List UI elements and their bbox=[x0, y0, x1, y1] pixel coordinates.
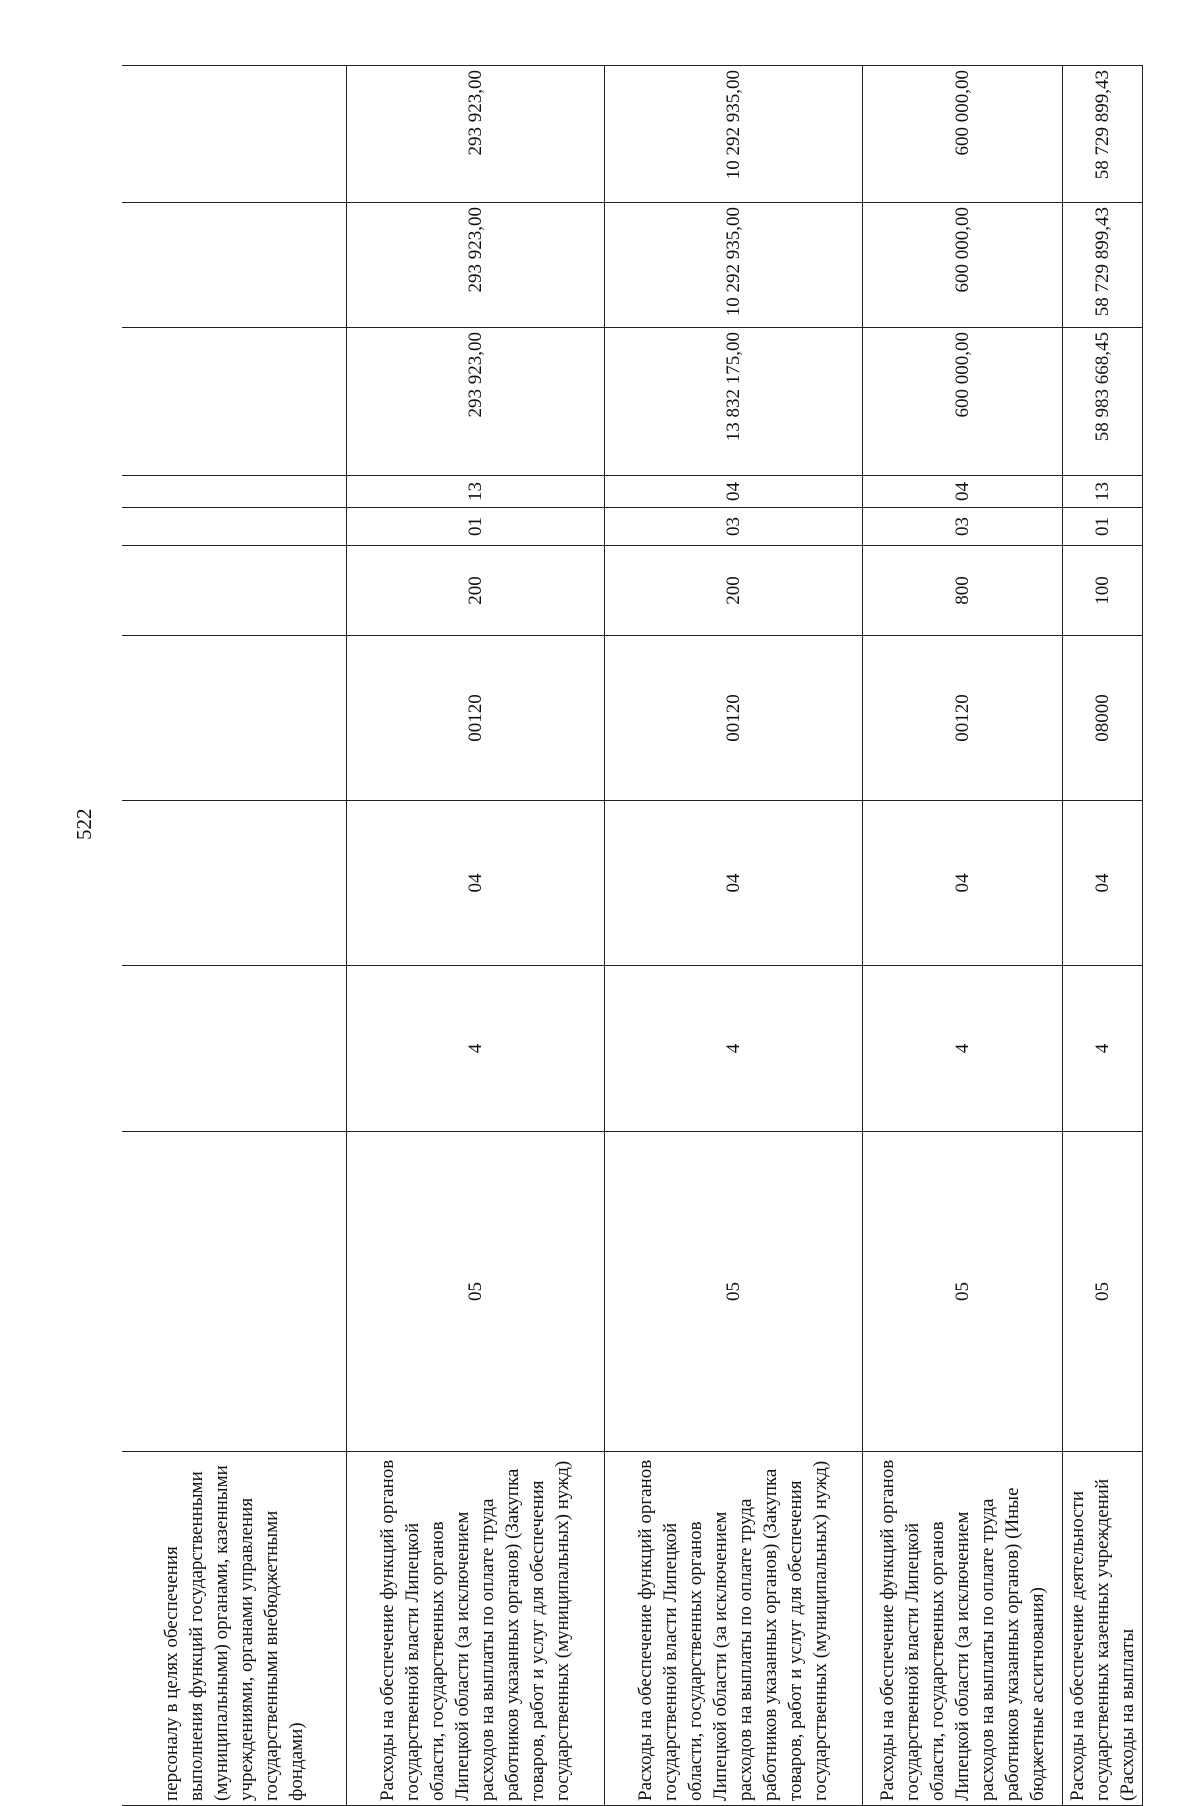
row-description: Расходы на обеспечение деятельности государственных казенных учреждений (Расходы на выплаты bbox=[1062, 1452, 1142, 1806]
cell-code-3 bbox=[122, 801, 346, 966]
cell-amount-3: 600 000,00 bbox=[862, 66, 1062, 203]
cell-code-3: 04 bbox=[604, 801, 862, 966]
cell-code-1: 05 bbox=[1062, 1132, 1142, 1452]
cell-amount-3: 58 729 899,43 bbox=[1062, 66, 1142, 203]
cell-amount-2: 293 923,00 bbox=[346, 203, 604, 328]
cell-amount-1: 13 832 175,00 bbox=[604, 328, 862, 476]
cell-amount-1 bbox=[122, 328, 346, 476]
cell-code-3: 04 bbox=[862, 801, 1062, 966]
cell-code-6: 03 bbox=[604, 508, 862, 546]
cell-amount-2: 58 729 899,43 bbox=[1062, 203, 1142, 328]
cell-code-1: 05 bbox=[604, 1132, 862, 1452]
table-row bbox=[346, 66, 604, 1806]
cell-code-1: 05 bbox=[862, 1132, 1062, 1452]
cell-code-5: 100 bbox=[1062, 546, 1142, 636]
row-description: Расходы на обеспечение функций органов государственной власти Липецкой области, государственных органов Липецкой области (за исключением расходов на выплаты по оплате труда работников указанных органов) (Закупка товаров, работ и услуг для обеспечения государственных (муниципальных) нужд) bbox=[346, 1452, 604, 1806]
cell-code-5: 800 bbox=[862, 546, 1062, 636]
table-row bbox=[604, 66, 862, 1806]
cell-amount-2 bbox=[122, 203, 346, 328]
cell-code-7 bbox=[122, 476, 346, 508]
budget-table-rotated bbox=[122, 66, 1138, 1806]
cell-code-7: 13 bbox=[346, 476, 604, 508]
cell-code-6: 03 bbox=[862, 508, 1062, 546]
cell-code-3: 04 bbox=[346, 801, 604, 966]
cell-amount-2: 10 292 935,00 bbox=[604, 203, 862, 328]
table-row bbox=[122, 66, 346, 1806]
cell-amount-3: 293 923,00 bbox=[346, 66, 604, 203]
cell-code-7: 04 bbox=[604, 476, 862, 508]
cell-code-4: 00120 bbox=[862, 636, 1062, 801]
cell-amount-1: 58 983 668,45 bbox=[1062, 328, 1142, 476]
table-row bbox=[862, 66, 1062, 1806]
cell-code-2: 4 bbox=[346, 966, 604, 1132]
row-description: персоналу в целях обеспечения выполнения функций государственными (муниципальными) органами, казенными учреждениями, органами управления государственными внебюджетными фондами) bbox=[122, 1452, 346, 1806]
cell-code-7: 13 bbox=[1062, 476, 1142, 508]
page-number: 522 bbox=[72, 808, 96, 840]
cell-code-2: 4 bbox=[604, 966, 862, 1132]
cell-code-3: 04 bbox=[1062, 801, 1142, 966]
cell-amount-2: 600 000,00 bbox=[862, 203, 1062, 328]
cell-code-7: 04 bbox=[862, 476, 1062, 508]
cell-code-4: 08000 bbox=[1062, 636, 1142, 801]
cell-code-2: 4 bbox=[1062, 966, 1142, 1132]
cell-code-2: 4 bbox=[862, 966, 1062, 1132]
cell-code-6: 01 bbox=[1062, 508, 1142, 546]
cell-code-5: 200 bbox=[604, 546, 862, 636]
cell-code-5: 200 bbox=[346, 546, 604, 636]
cell-amount-3 bbox=[122, 66, 346, 203]
cell-code-4 bbox=[122, 636, 346, 801]
cell-code-6 bbox=[122, 508, 346, 546]
cell-code-1 bbox=[122, 1132, 346, 1452]
cell-amount-1: 600 000,00 bbox=[862, 328, 1062, 476]
cell-code-4: 00120 bbox=[346, 636, 604, 801]
row-description: Расходы на обеспечение функций органов государственной власти Липецкой области, государственных органов Липецкой области (за исключением расходов на выплаты по оплате труда работников указанных органов) (Закупка товаров, работ и услуг для обеспечения государственных (муниципальных) нужд) bbox=[604, 1452, 862, 1806]
budget-table bbox=[122, 65, 1143, 1806]
cell-amount-1: 293 923,00 bbox=[346, 328, 604, 476]
table-row bbox=[1062, 66, 1142, 1806]
cell-code-5 bbox=[122, 546, 346, 636]
cell-code-6: 01 bbox=[346, 508, 604, 546]
cell-amount-3: 10 292 935,00 bbox=[604, 66, 862, 203]
row-description: Расходы на обеспечение функций органов государственной власти Липецкой области, государственных органов Липецкой области (за исключением расходов на выплаты по оплате труда работников указанных органов) (Иные бюджетные ассигнования) bbox=[862, 1452, 1062, 1806]
cell-code-4: 00120 bbox=[604, 636, 862, 801]
cell-code-1: 05 bbox=[346, 1132, 604, 1452]
cell-code-2 bbox=[122, 966, 346, 1132]
